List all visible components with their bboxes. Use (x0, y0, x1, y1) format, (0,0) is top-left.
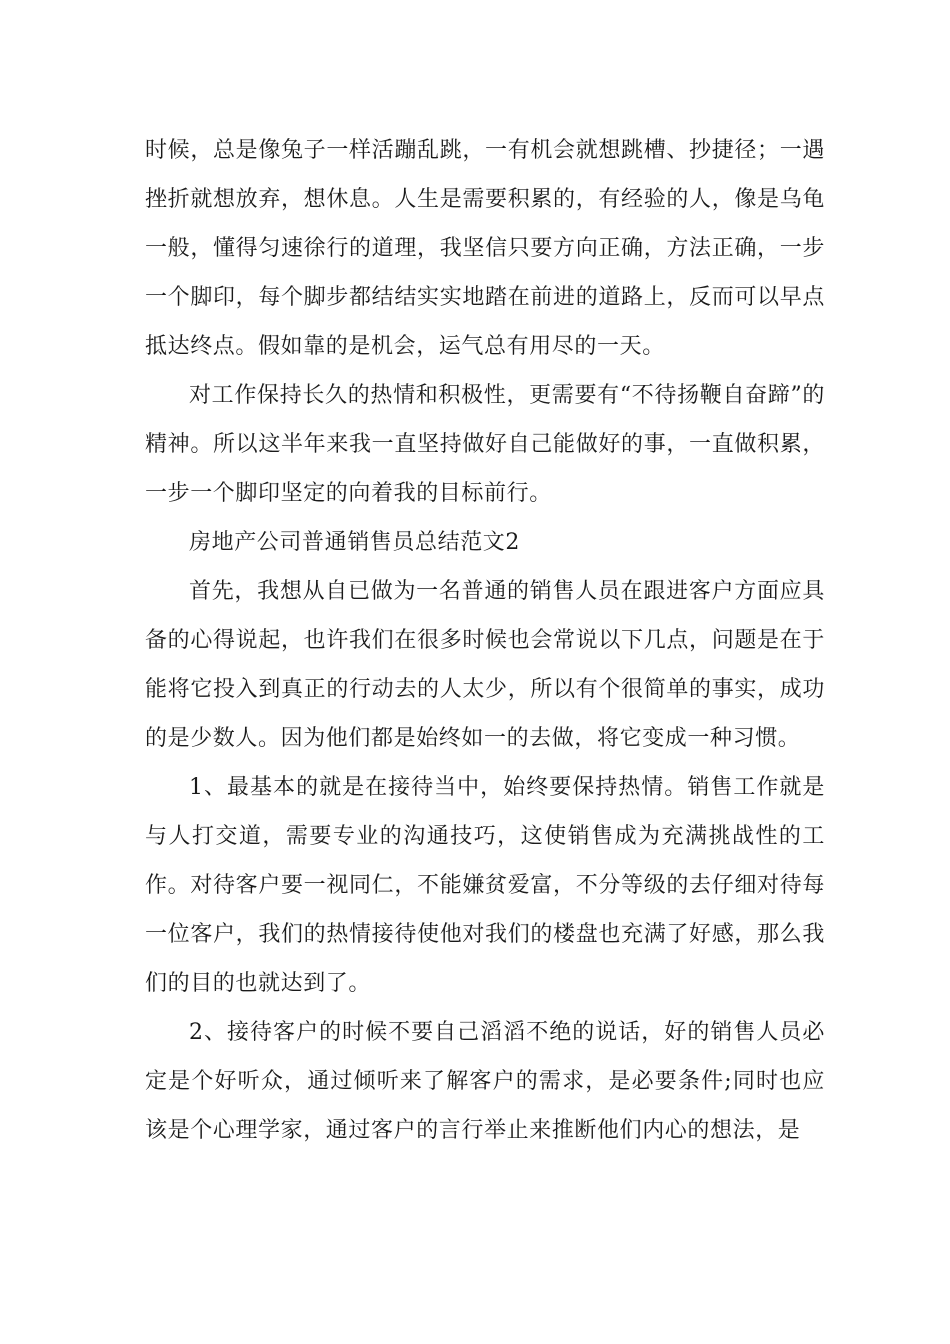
document-body (145, 126, 825, 1155)
paragraph-intro: 首先，我想从自已做为一名普通的销售人员在跟进客户方面应具备的心得说起，也许我们在很多时候也会常说以下几点，问题是在于能将它投入到真正的行动去的人太少，所以有个很简单的事实，成功的是少数人。因为他们都是始终如一的去做，将它变成一种习惯。 (145, 579, 825, 751)
section-heading: 房地产公司普通销售员总结范文2 (189, 530, 520, 555)
paragraph-continuation: 时候，总是像兔子一样活蹦乱跳，一有机会就想跳槽、抄捷径；一遇挫折就想放弃，想休息。人生是需要积累的，有经验的人，像是乌龟一般，懂得匀速徐行的道理，我坚信只要方向正确，方法正确，一步一个脚印，每个脚步都结结实实地踏在前进的道路上，反而可以早点抵达终点。假如靠的是机会，运气总有用尽的一天。 (145, 138, 825, 359)
paragraph-point-2: 2、接待客户的时候不要自己滔滔不绝的说话，好的销售人员必定是个好听众，通过倾听来了解客户的需求，是必要条件;同时也应该是个心理学家，通过客户的言行举止来推断他们内心的想法，是 (145, 1020, 825, 1143)
paragraph-point-1: 1、最基本的就是在接待当中，始终要保持热情。销售工作就是与人打交道，需要专业的沟通技巧，这使销售成为充满挑战性的工作。对待客户要一视同仁，不能嫌贫爱富，不分等级的去仔细对待每一位客户，我们的热情接待使他对我们的楼盘也充满了好感，那么我们的目的也就达到了。 (145, 775, 825, 996)
paragraph-work-enthusiasm: 对工作保持长久的热情和积极性，更需要有“不待扬鞭自奋蹄”的精神。所以这半年来我一直坚持做好自己能做好的事，一直做积累，一步一个脚印坚定的向着我的目标前行。 (145, 383, 825, 506)
